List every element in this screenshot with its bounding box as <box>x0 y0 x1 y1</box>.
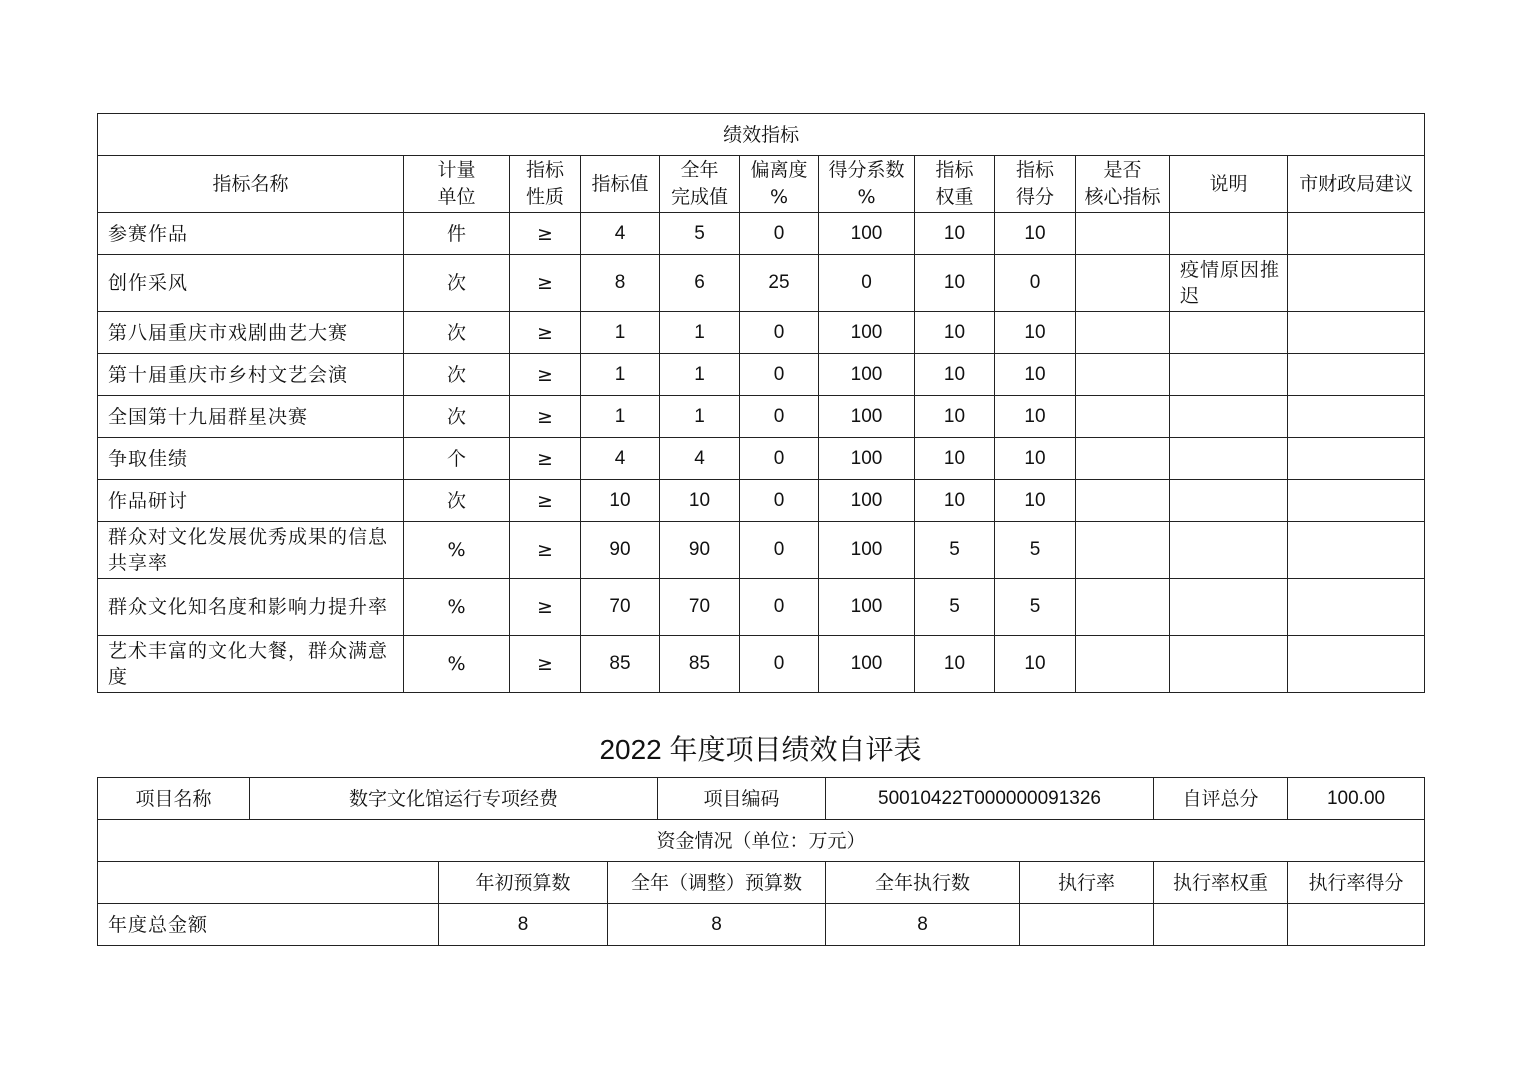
table-row <box>98 636 1425 693</box>
note-cell <box>1170 213 1288 255</box>
nature-cell: ≥ <box>510 636 581 693</box>
nature-cell: ≥ <box>510 255 581 312</box>
header-finance-suggestion: 市财政局建议 <box>1288 156 1425 213</box>
weight-cell: 10 <box>915 438 995 480</box>
coefficient-cell: 100 <box>819 354 915 396</box>
indicator-name-cell: 第八届重庆市戏剧曲艺大赛 <box>98 312 404 354</box>
nature-cell: ≥ <box>510 354 581 396</box>
finance-suggestion-cell <box>1288 579 1425 636</box>
header-nature: 指标 性质 <box>510 156 581 213</box>
self-evaluation-table <box>97 777 1425 946</box>
annual-exec-rate <box>1020 904 1154 946</box>
target-value-cell: 70 <box>581 579 660 636</box>
coefficient-cell: 100 <box>819 636 915 693</box>
coefficient-cell: 0 <box>819 255 915 312</box>
target-value-cell: 8 <box>581 255 660 312</box>
header-exec-rate: 执行率 <box>1020 862 1154 904</box>
coefficient-cell: 100 <box>819 213 915 255</box>
target-value-cell: 85 <box>581 636 660 693</box>
score-cell: 0 <box>995 255 1076 312</box>
core-indicator-cell <box>1076 480 1170 522</box>
score-cell: 10 <box>995 438 1076 480</box>
indicator-name-cell: 争取佳绩 <box>98 438 404 480</box>
actual-value-cell: 90 <box>660 522 740 579</box>
note-cell: 疫情原因推迟 <box>1170 255 1288 312</box>
nature-cell: ≥ <box>510 522 581 579</box>
table-row <box>98 480 1425 522</box>
coefficient-cell: 100 <box>819 312 915 354</box>
indicator-name-cell: 创作采风 <box>98 255 404 312</box>
coefficient-cell: 100 <box>819 522 915 579</box>
project-code-label: 项目编码 <box>658 778 826 820</box>
annual-total-label: 年度总金额 <box>98 904 439 946</box>
indicator-name-cell: 艺术丰富的文化大餐，群众满意度 <box>98 636 404 693</box>
header-executed: 全年执行数 <box>826 862 1020 904</box>
finance-suggestion-cell <box>1288 480 1425 522</box>
perf-section-title: 绩效指标 <box>98 114 1425 156</box>
actual-value-cell: 10 <box>660 480 740 522</box>
actual-value-cell: 1 <box>660 396 740 438</box>
actual-value-cell: 1 <box>660 312 740 354</box>
nature-cell: ≥ <box>510 396 581 438</box>
deviation-cell: 0 <box>740 522 819 579</box>
note-cell <box>1170 579 1288 636</box>
header-target: 指标值 <box>581 156 660 213</box>
header-exec-rate-score: 执行率得分 <box>1288 862 1425 904</box>
nature-cell: ≥ <box>510 438 581 480</box>
finance-suggestion-cell <box>1288 522 1425 579</box>
finance-suggestion-cell <box>1288 213 1425 255</box>
table-row <box>98 396 1425 438</box>
score-cell: 5 <box>995 522 1076 579</box>
nature-cell: ≥ <box>510 480 581 522</box>
score-cell: 10 <box>995 396 1076 438</box>
core-indicator-cell <box>1076 213 1170 255</box>
core-indicator-cell <box>1076 438 1170 480</box>
weight-cell: 10 <box>915 213 995 255</box>
indicator-name-cell: 群众对文化发展优秀成果的信息共享率 <box>98 522 404 579</box>
perf-header-row <box>98 156 1425 213</box>
finance-suggestion-cell <box>1288 636 1425 693</box>
actual-value-cell: 1 <box>660 354 740 396</box>
weight-cell: 10 <box>915 255 995 312</box>
actual-value-cell: 4 <box>660 438 740 480</box>
coefficient-cell: 100 <box>819 480 915 522</box>
header-adjusted-budget: 全年（调整）预算数 <box>608 862 826 904</box>
actual-value-cell: 85 <box>660 636 740 693</box>
deviation-cell: 0 <box>740 579 819 636</box>
deviation-cell: 0 <box>740 213 819 255</box>
actual-value-cell: 6 <box>660 255 740 312</box>
nature-cell: ≥ <box>510 312 581 354</box>
funds-header-blank <box>98 862 439 904</box>
weight-cell: 10 <box>915 312 995 354</box>
score-cell: 5 <box>995 579 1076 636</box>
weight-cell: 10 <box>915 480 995 522</box>
annual-initial-budget: 8 <box>439 904 608 946</box>
note-cell <box>1170 354 1288 396</box>
score-cell: 10 <box>995 354 1076 396</box>
header-actual: 全年 完成值 <box>660 156 740 213</box>
table-row <box>98 522 1425 579</box>
nature-cell: ≥ <box>510 579 581 636</box>
target-value-cell: 10 <box>581 480 660 522</box>
deviation-cell: 0 <box>740 636 819 693</box>
note-cell <box>1170 438 1288 480</box>
deviation-cell: 0 <box>740 312 819 354</box>
deviation-cell: 0 <box>740 480 819 522</box>
finance-suggestion-cell <box>1288 438 1425 480</box>
project-name-value: 数字文化馆运行专项经费 <box>250 778 658 820</box>
finance-suggestion-cell <box>1288 255 1425 312</box>
target-value-cell: 90 <box>581 522 660 579</box>
actual-value-cell: 70 <box>660 579 740 636</box>
perf-title-row <box>98 114 1425 156</box>
funds-title: 资金情况（单位：万元） <box>98 820 1425 862</box>
total-score-value: 100.00 <box>1288 778 1425 820</box>
weight-cell: 10 <box>915 354 995 396</box>
indicator-name-cell: 作品研讨 <box>98 480 404 522</box>
unit-cell: 次 <box>404 354 510 396</box>
score-cell: 10 <box>995 480 1076 522</box>
table-row <box>98 354 1425 396</box>
total-score-label: 自评总分 <box>1154 778 1288 820</box>
deviation-cell: 0 <box>740 396 819 438</box>
indicator-name-cell: 第十届重庆市乡村文艺会演 <box>98 354 404 396</box>
target-value-cell: 4 <box>581 438 660 480</box>
note-cell <box>1170 312 1288 354</box>
annual-exec-rate-score <box>1288 904 1425 946</box>
annual-total-row <box>98 904 1425 946</box>
header-score: 指标 得分 <box>995 156 1076 213</box>
note-cell <box>1170 522 1288 579</box>
nature-cell: ≥ <box>510 213 581 255</box>
table-row <box>98 312 1425 354</box>
unit-cell: % <box>404 522 510 579</box>
funds-title-row <box>98 820 1425 862</box>
target-value-cell: 4 <box>581 213 660 255</box>
target-value-cell: 1 <box>581 354 660 396</box>
project-info-row <box>98 778 1425 820</box>
coefficient-cell: 100 <box>819 579 915 636</box>
header-exec-rate-weight: 执行率权重 <box>1154 862 1288 904</box>
note-cell <box>1170 480 1288 522</box>
funds-header-row <box>98 862 1425 904</box>
unit-cell: 个 <box>404 438 510 480</box>
finance-suggestion-cell <box>1288 312 1425 354</box>
unit-cell: 次 <box>404 255 510 312</box>
note-cell <box>1170 396 1288 438</box>
annual-adjusted-budget: 8 <box>608 904 826 946</box>
project-code-value: 50010422T000000091326 <box>826 778 1154 820</box>
performance-indicator-table <box>97 113 1425 693</box>
core-indicator-cell <box>1076 636 1170 693</box>
deviation-cell: 0 <box>740 438 819 480</box>
header-indicator-name: 指标名称 <box>98 156 404 213</box>
unit-cell: % <box>404 579 510 636</box>
table-row <box>98 579 1425 636</box>
deviation-cell: 25 <box>740 255 819 312</box>
indicator-name-cell: 群众文化知名度和影响力提升率 <box>98 579 404 636</box>
header-note: 说明 <box>1170 156 1288 213</box>
weight-cell: 5 <box>915 522 995 579</box>
target-value-cell: 1 <box>581 312 660 354</box>
core-indicator-cell <box>1076 354 1170 396</box>
finance-suggestion-cell <box>1288 396 1425 438</box>
unit-cell: % <box>404 636 510 693</box>
core-indicator-cell <box>1076 255 1170 312</box>
document-title: 2022 年度项目绩效自评表 <box>599 734 922 765</box>
core-indicator-cell <box>1076 312 1170 354</box>
table-row <box>98 213 1425 255</box>
header-weight: 指标 权重 <box>915 156 995 213</box>
header-unit: 计量 单位 <box>404 156 510 213</box>
table-row <box>98 255 1425 312</box>
core-indicator-cell <box>1076 522 1170 579</box>
target-value-cell: 1 <box>581 396 660 438</box>
weight-cell: 5 <box>915 579 995 636</box>
annual-executed: 8 <box>826 904 1020 946</box>
score-cell: 10 <box>995 312 1076 354</box>
unit-cell: 件 <box>404 213 510 255</box>
unit-cell: 次 <box>404 312 510 354</box>
project-name-label: 项目名称 <box>98 778 250 820</box>
indicator-name-cell: 全国第十九届群星决赛 <box>98 396 404 438</box>
core-indicator-cell <box>1076 579 1170 636</box>
actual-value-cell: 5 <box>660 213 740 255</box>
coefficient-cell: 100 <box>819 438 915 480</box>
score-cell: 10 <box>995 636 1076 693</box>
header-deviation: 偏离度 % <box>740 156 819 213</box>
weight-cell: 10 <box>915 396 995 438</box>
note-cell <box>1170 636 1288 693</box>
finance-suggestion-cell <box>1288 354 1425 396</box>
coefficient-cell: 100 <box>819 396 915 438</box>
core-indicator-cell <box>1076 396 1170 438</box>
header-coefficient: 得分系数 % <box>819 156 915 213</box>
indicator-name-cell: 参赛作品 <box>98 213 404 255</box>
table-row <box>98 438 1425 480</box>
perf-body <box>98 213 1425 693</box>
deviation-cell: 0 <box>740 354 819 396</box>
unit-cell: 次 <box>404 396 510 438</box>
annual-exec-rate-weight <box>1154 904 1288 946</box>
unit-cell: 次 <box>404 480 510 522</box>
score-cell: 10 <box>995 213 1076 255</box>
weight-cell: 10 <box>915 636 995 693</box>
header-initial-budget: 年初预算数 <box>439 862 608 904</box>
header-core: 是否 核心指标 <box>1076 156 1170 213</box>
